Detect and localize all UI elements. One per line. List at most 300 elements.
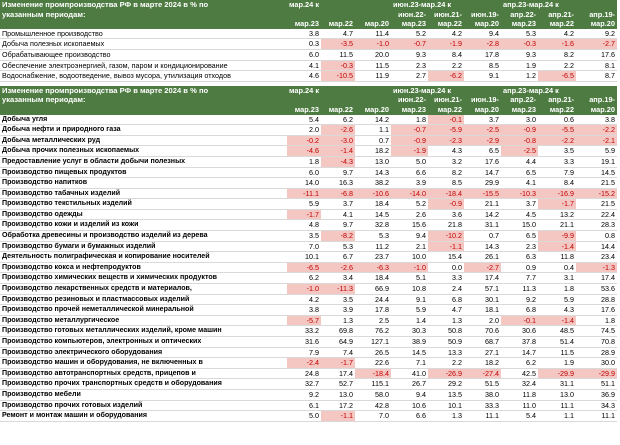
cell-value: 115.1 [355,379,391,390]
cell-value: 41.0 [391,368,428,379]
col-header: мар.20 [464,19,501,29]
cell-value: 11.1 [576,411,617,422]
table-row [0,199,617,210]
row-label: Производство прочей неметаллической минеральной [0,305,287,316]
table-row [0,241,617,252]
cell-value: 4.4 [501,156,538,167]
cell-value: 7.0 [287,241,321,252]
cell-value: 3.9 [321,305,355,316]
col-header: мар.23 [391,19,428,29]
cell-value: 1.2 [501,71,538,82]
cell-value: 0.8 [576,231,617,242]
cell-value: 10.6 [391,400,428,411]
cell-value: -1.4 [538,241,576,252]
table-row [0,135,617,146]
table-row [0,231,617,242]
col-header: июн.22- [391,95,428,105]
col-header: мар.22 [321,105,355,115]
cell-value: 11.1 [538,400,576,411]
col-header: июн.21- [428,95,464,105]
cell-value: 17.2 [321,400,355,411]
cell-value: 9.2 [501,294,538,305]
cell-value: 17.4 [464,273,501,284]
cell-value: 9.7 [321,167,355,178]
cell-value: 33.3 [464,400,501,411]
cell-value: -6.8 [321,188,355,199]
cell-value: 11.5 [355,60,391,71]
table-row [0,146,617,157]
cell-value: 17.6 [576,305,617,316]
cell-value: -6.5 [287,262,321,273]
cell-value: 18.4 [355,273,391,284]
table-row [0,220,617,231]
cell-value: 10.1 [287,252,321,263]
cell-value: -4.3 [321,156,355,167]
cell-value: 15.6 [391,220,428,231]
cell-value: 21.1 [464,199,501,210]
row-label: Производство напитков [0,178,287,189]
cell-value: -1.1 [428,241,464,252]
cell-value: -11.1 [287,188,321,199]
cell-value: 3.7 [501,199,538,210]
col-header: мар.23 [287,105,321,115]
cell-value: 17.4 [576,273,617,284]
cell-value: 11.1 [464,411,501,422]
table1-body [0,29,617,81]
cell-value: 6.3 [501,252,538,263]
cell-value: 3.7 [321,199,355,210]
table-row [0,358,617,369]
row-label: Производство автотранспортных средств, прицепов и [0,368,287,379]
col-header: июн.22- [391,10,428,20]
cell-value: 7.0 [355,411,391,422]
cell-value: 70.8 [576,337,617,348]
cell-value: 48.5 [538,326,576,337]
row-label: Обеспечение электроэнергией, газом, паром и кондиционирование [0,60,287,71]
row-label: Производство металлургическое [0,315,287,326]
cell-value: 5.9 [576,146,617,157]
row-label: Производство кокса и нефтепродуктов [0,262,287,273]
row-label: Добыча металлических руд [0,135,287,146]
cell-value: -1.4 [538,315,576,326]
table-row [0,315,617,326]
cell-value: 9.7 [321,220,355,231]
cell-value: 11.4 [355,29,391,39]
cell-value: 6.5 [464,146,501,157]
cell-value: -0.8 [501,135,538,146]
col-header [355,95,391,105]
cell-value: 2.3 [501,241,538,252]
cell-value: -14.0 [391,188,428,199]
cell-value: 22.6 [355,358,391,369]
cell-value: 4.7 [428,305,464,316]
cell-value: 2.4 [428,284,464,295]
cell-value: 0.3 [287,39,321,50]
cell-value: -29.9 [576,368,617,379]
cell-value: 18.4 [355,199,391,210]
cell-value: 6.8 [428,294,464,305]
cell-value: 27.1 [464,347,501,358]
col-header: мар.23 [287,19,321,29]
table-row [0,156,617,167]
cell-value: 11.5 [538,347,576,358]
cell-value: 2.7 [391,71,428,82]
row-label: Производство машин и оборудования, не включенных в [0,358,287,369]
cell-value: 14.5 [355,209,391,220]
cell-value: 50.8 [428,326,464,337]
cell-value: 6.0 [287,49,321,60]
cell-value: 17.6 [576,49,617,60]
cell-value: -0.9 [428,199,464,210]
cell-value: 1.8 [538,284,576,295]
row-label: Производство химических веществ и химических продуктов [0,273,287,284]
cell-value: -6.5 [538,71,576,82]
cell-value: 0.7 [355,135,391,146]
cell-value: 7.1 [391,358,428,369]
table-row [0,125,617,136]
row-label: Производство резиновых и пластмассовых изделий [0,294,287,305]
cell-value: 17.4 [321,368,355,379]
cell-value: 17.8 [355,305,391,316]
cell-value: 5.4 [287,115,321,125]
table2-header-row3 [0,105,617,115]
cell-value: 14.4 [576,241,617,252]
cell-value: 3.7 [464,115,501,125]
cell-value: -16.9 [538,188,576,199]
table2-group-3: апр.23-мар.24 к [501,86,617,96]
cell-value: 8.7 [576,71,617,82]
cell-value: -15.5 [464,188,501,199]
table2-group-2: июн.23-мар.24 к [391,86,501,96]
cell-value: 32.8 [355,220,391,231]
cell-value: 11.8 [538,252,576,263]
cell-value: -10.3 [501,188,538,199]
cell-value: 4.5 [501,209,538,220]
table2-group-1: мар.24 к [287,86,391,96]
cell-value: 3.8 [287,29,321,39]
table2-header-row2 [0,95,617,105]
cell-value: 14.5 [576,167,617,178]
cell-value: -1.6 [538,39,576,50]
row-label: Производство прочих транспортных средств и оборудования [0,379,287,390]
cell-value: 8.2 [538,49,576,60]
cell-value: 3.9 [391,178,428,189]
cell-value: 5.1 [391,273,428,284]
cell-value: -0.7 [391,125,428,136]
table-row [0,347,617,358]
cell-value: 3.4 [321,273,355,284]
cell-value: 6.6 [391,411,428,422]
cell-value: 50.9 [428,337,464,348]
row-label: Добыча полезных ископаемых [0,39,287,50]
col-header [321,95,355,105]
cell-value: 5.2 [391,29,428,39]
cell-value: -2.7 [576,39,617,50]
cell-value: 34.3 [576,400,617,411]
cell-value: -2.3 [428,135,464,146]
cell-value: 18.2 [355,146,391,157]
cell-value: 6.2 [287,273,321,284]
cell-value: 57.1 [464,284,501,295]
cell-value: 7.7 [501,273,538,284]
cell-value: -4.6 [287,146,321,157]
cell-value: -2.2 [538,135,576,146]
cell-value: 30.3 [391,326,428,337]
cell-value: 8.4 [538,178,576,189]
row-label: Водоснабжение, водоотведение, вывоз мусора, утилизация отходов [0,71,287,82]
cell-value: 6.2 [501,358,538,369]
table-row [0,262,617,273]
table-row [0,411,617,422]
cell-value: 38.9 [391,337,428,348]
cell-value: 1.9 [538,358,576,369]
cell-value: 14.3 [464,241,501,252]
cell-value: 1.1 [538,411,576,422]
col-header [355,10,391,20]
cell-value: 10.8 [391,284,428,295]
table-row [0,49,617,60]
row-label: Ремонт и монтаж машин и оборудования [0,411,287,422]
cell-value: 2.3 [391,60,428,71]
cell-value: 9.3 [501,49,538,60]
cell-value: 3.8 [287,305,321,316]
row-label: Производство мебели [0,389,287,400]
table1-header-row2 [0,10,617,20]
cell-value: -0.1 [501,315,538,326]
cell-value: 9.3 [391,49,428,60]
cell-value: 4.7 [321,29,355,39]
cell-value: 2.0 [287,125,321,136]
cell-value: -1.0 [355,39,391,50]
cell-value: 66.9 [355,284,391,295]
cell-value: 19.1 [576,156,617,167]
cell-value: 30.6 [501,326,538,337]
cell-value: 6.2 [321,115,355,125]
row-label: Промышленное производство [0,29,287,39]
table2-title-spacer [0,105,287,115]
cell-value: 29.2 [428,379,464,390]
cell-value: 1.1 [355,125,391,136]
table-row [0,39,617,50]
col-header: апр.19- [576,95,617,105]
cell-value: 26.5 [355,347,391,358]
table1-header-row1 [0,0,617,10]
cell-value: 23.7 [355,252,391,263]
cell-value: 14.5 [391,347,428,358]
cell-value: 32.7 [287,379,321,390]
cell-value: -2.5 [464,125,501,136]
cell-value: 11.8 [501,389,538,400]
table-row [0,379,617,390]
cell-value: -10.2 [428,231,464,242]
cell-value: 22.4 [576,209,617,220]
table-row [0,294,617,305]
row-label: Производство бумаги и бумажных изделий [0,241,287,252]
cell-value: 28.3 [576,220,617,231]
cell-value: 9.2 [287,389,321,400]
row-label: Обработка древесины и производство изделий из дерева [0,231,287,242]
cell-value: 51.5 [464,379,501,390]
table-row [0,167,617,178]
cell-value: 1.8 [576,315,617,326]
cell-value: 2.2 [428,60,464,71]
cell-value: 24.8 [287,368,321,379]
cell-value: 0.4 [538,262,576,273]
cell-value: 38.2 [355,178,391,189]
cell-value: 7.4 [321,347,355,358]
row-label: Предоставление услуг в области добычи полезных [0,156,287,167]
cell-value: 3.5 [287,231,321,242]
cell-value: -5.7 [287,315,321,326]
cell-value: 9.1 [391,294,428,305]
cell-value: -1.9 [391,146,428,157]
cell-value: 9.4 [391,389,428,400]
cell-value: -0.3 [321,60,355,71]
cell-value: 127.1 [355,337,391,348]
cell-value: 9.2 [576,29,617,39]
row-label: Производство кожи и изделий из кожи [0,220,287,231]
table2-header-row1 [0,86,617,96]
col-header: мар.23 [501,105,538,115]
table-row [0,337,617,348]
cell-value: 8.2 [428,167,464,178]
table-row [0,29,617,39]
cell-value: 42.5 [501,368,538,379]
cell-value: -2.8 [464,39,501,50]
cell-value: -3.0 [321,135,355,146]
cell-value: -5.5 [538,125,576,136]
cell-value: 0.9 [501,262,538,273]
table-row [0,368,617,379]
cell-value: 6.0 [287,167,321,178]
table-row [0,284,617,295]
cell-value: 17.8 [464,49,501,60]
cell-value: 2.5 [355,315,391,326]
cell-value: 68.7 [464,337,501,348]
cell-value: 6.6 [391,167,428,178]
cell-value: 11.5 [321,49,355,60]
cell-value: 2.6 [391,209,428,220]
cell-value: 4.1 [287,60,321,71]
cell-value: 13.5 [428,389,464,400]
cell-value: 31.1 [538,379,576,390]
cell-value: 9.1 [464,71,501,82]
col-header: апр.19- [576,10,617,20]
cell-value: 18.2 [464,358,501,369]
cell-value: 3.5 [321,294,355,305]
cell-value: -9.9 [538,231,576,242]
cell-value: 15.0 [501,220,538,231]
col-header: мар.23 [391,105,428,115]
cell-value: 1.3 [428,411,464,422]
cell-value: -1.0 [391,262,428,273]
cell-value: 13.2 [538,209,576,220]
cell-value: 36.9 [576,389,617,400]
col-header: мар.20 [464,105,501,115]
row-label: Производство текстильных изделий [0,199,287,210]
cell-value: -1.0 [287,284,321,295]
cell-value: 4.3 [428,146,464,157]
col-header [287,10,321,20]
cell-value: -0.9 [391,135,428,146]
row-label: Обрабатывающее производство [0,49,287,60]
cell-value: -18.4 [355,368,391,379]
cell-value: 3.5 [538,146,576,157]
cell-value: 64.9 [321,337,355,348]
cell-value: 1.9 [501,60,538,71]
cell-value: 14.2 [355,115,391,125]
table-row [0,273,617,284]
cell-value: 5.9 [391,305,428,316]
cell-value: -27.4 [464,368,501,379]
cell-value: -0.9 [501,125,538,136]
cell-value: 6.5 [501,231,538,242]
cell-value: 26.7 [391,379,428,390]
cell-value: -2.9 [464,135,501,146]
table1-group-2: июн.23-мар.24 к [391,0,501,10]
row-label: Производство электрического оборудования [0,347,287,358]
cell-value: 4.1 [321,209,355,220]
cell-value: -1.1 [321,411,355,422]
cell-value: 5.9 [287,199,321,210]
row-label: Производство табачных изделий [0,188,287,199]
col-header: мар.20 [355,19,391,29]
cell-value: -26.9 [428,368,464,379]
cell-value: 70.6 [464,326,501,337]
cell-value: 8.1 [576,60,617,71]
table1-title-line2: указанным периодам: [0,10,287,20]
cell-value: 3.0 [501,115,538,125]
cell-value: 17.6 [464,156,501,167]
cell-value: 11.2 [355,241,391,252]
cell-value: 74.5 [576,326,617,337]
cell-value: -0.1 [428,115,464,125]
cell-value: 24.4 [355,294,391,305]
cell-value: 16.3 [321,178,355,189]
cell-value: 4.1 [501,178,538,189]
cell-value: 21.8 [428,220,464,231]
cell-value: -1.9 [428,39,464,50]
cell-value: 20.0 [355,49,391,60]
row-label: Производство готовых металлических изделий, кроме машин [0,326,287,337]
row-label: Производство прочих готовых изделий [0,400,287,411]
cell-value: -10.6 [355,188,391,199]
cell-value: 15.4 [428,252,464,263]
row-label: Добыча нефти и природного газа [0,125,287,136]
cell-value: 28.8 [576,294,617,305]
cell-value: 3.2 [428,156,464,167]
col-header: апр.21- [538,10,576,20]
col-header: июн.21- [428,10,464,20]
row-label: Производство одежды [0,209,287,220]
cell-value: 9.4 [464,29,501,39]
cell-value: 58.0 [355,389,391,400]
cell-value: 9.4 [391,231,428,242]
table-row [0,188,617,199]
cell-value: 76.2 [355,326,391,337]
col-header: мар.22 [321,19,355,29]
cell-value: 3.3 [428,273,464,284]
col-header: мар.22 [538,105,576,115]
cell-value: -10.5 [321,71,355,82]
cell-value: 53.6 [576,284,617,295]
cell-value: 38.0 [464,389,501,400]
cell-value: -1.4 [321,146,355,157]
cell-value: -2.5 [501,146,538,157]
cell-value: 1.8 [287,156,321,167]
table-row [0,305,617,316]
cell-value: 3.3 [538,156,576,167]
